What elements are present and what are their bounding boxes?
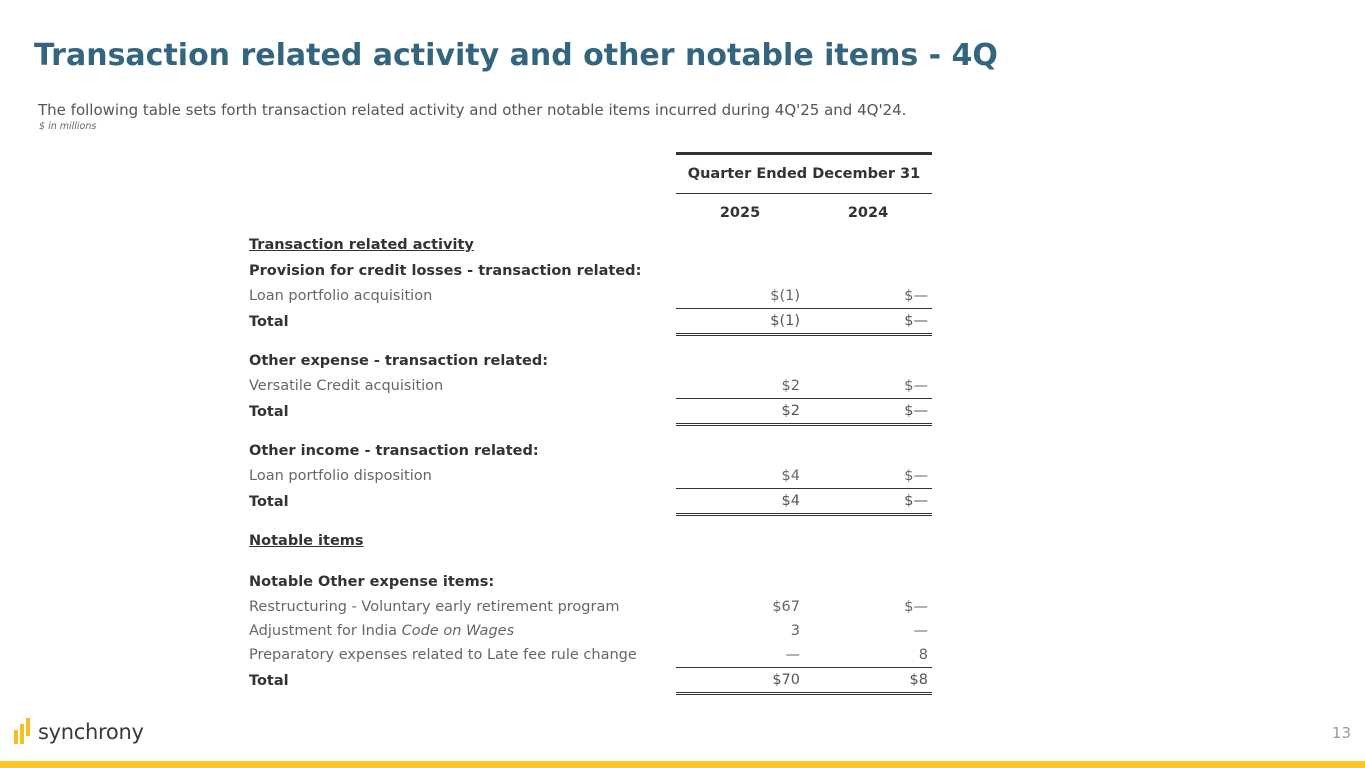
- value-2025: —: [785, 647, 800, 663]
- total-label: Total: [249, 493, 289, 510]
- total-2025: $4: [676, 489, 804, 515]
- value-2024: $—: [904, 599, 928, 615]
- total-2025: $70: [676, 668, 804, 694]
- row-label: Preparatory expenses related to Late fee rule change: [249, 647, 637, 664]
- value-2024: 8: [918, 647, 928, 663]
- row-label: Loan portfolio disposition: [249, 468, 432, 485]
- accent-bar: [0, 761, 1365, 768]
- group-heading-row: [245, 258, 932, 284]
- section-heading-row: [245, 528, 932, 554]
- table-row: [245, 464, 932, 489]
- group-heading-row: [245, 348, 932, 374]
- units-note: $ in millions: [39, 121, 97, 132]
- group-heading-other-income: Other income - transaction related:: [249, 443, 539, 459]
- page-title: Transaction related activity and other notable items - 4Q: [34, 38, 998, 73]
- financial-table: [245, 152, 932, 695]
- total-row: [245, 399, 932, 425]
- value-2024: $—: [904, 378, 928, 394]
- row-label: [245, 619, 676, 643]
- page-subtitle: The following table sets forth transaction related activity and other notable items incurred during 4Q'25 and 4Q'24.: [38, 101, 907, 119]
- total-row: [245, 668, 932, 694]
- total-label: Total: [249, 313, 289, 330]
- row-label: Versatile Credit acquisition: [249, 378, 444, 395]
- page-number: 13: [1331, 724, 1351, 742]
- year-header-2024: 2024: [847, 205, 889, 221]
- group-heading-other-expense: Other expense - transaction related:: [249, 353, 549, 369]
- row-label-italic: Code on Wages: [401, 623, 515, 639]
- value-2025: $(1): [770, 288, 800, 304]
- total-2024: $—: [804, 309, 932, 335]
- row-label: Loan portfolio acquisition: [249, 288, 433, 305]
- year-header-row: [245, 194, 932, 233]
- total-row: [245, 489, 932, 515]
- value-2024: $—: [904, 468, 928, 484]
- table-row: [245, 374, 932, 399]
- group-heading-row: [245, 438, 932, 464]
- table-header-row: [245, 154, 932, 194]
- row-label: Restructuring - Voluntary early retirement program: [249, 599, 620, 615]
- table-row: [245, 643, 932, 668]
- group-heading-notable-other-expense: Notable Other expense items:: [249, 574, 495, 590]
- total-label: Total: [249, 403, 289, 420]
- value-2025: $4: [781, 468, 800, 484]
- total-2024: $8: [804, 668, 932, 694]
- logo-mark-icon: [14, 718, 36, 746]
- total-row: [245, 309, 932, 335]
- group-heading-row: [245, 569, 932, 595]
- row-label-prefix: Adjustment for India: [249, 623, 402, 639]
- year-header-2025: 2025: [719, 205, 761, 221]
- group-heading-provision: Provision for credit losses - transaction related:: [249, 263, 642, 279]
- section-transaction-related: Transaction related activity: [249, 237, 474, 253]
- total-2025: $(1): [676, 309, 804, 335]
- section-notable-items: Notable items: [249, 533, 364, 549]
- section-heading-row: [245, 232, 932, 258]
- total-2024: $—: [804, 489, 932, 515]
- synchrony-logo: [14, 718, 144, 746]
- logo-text: synchrony: [38, 720, 144, 744]
- value-2024: —: [913, 623, 928, 639]
- total-label: Total: [249, 672, 289, 689]
- table-row: [245, 595, 932, 619]
- total-2025: $2: [676, 399, 804, 425]
- total-2024: $—: [804, 399, 932, 425]
- value-2025: 3: [790, 623, 800, 639]
- table-row: [245, 284, 932, 309]
- period-header: Quarter Ended December 31: [676, 154, 932, 194]
- value-2025: $2: [781, 378, 800, 394]
- value-2025: $67: [772, 599, 800, 615]
- value-2024: $—: [904, 288, 928, 304]
- table-row: [245, 619, 932, 643]
